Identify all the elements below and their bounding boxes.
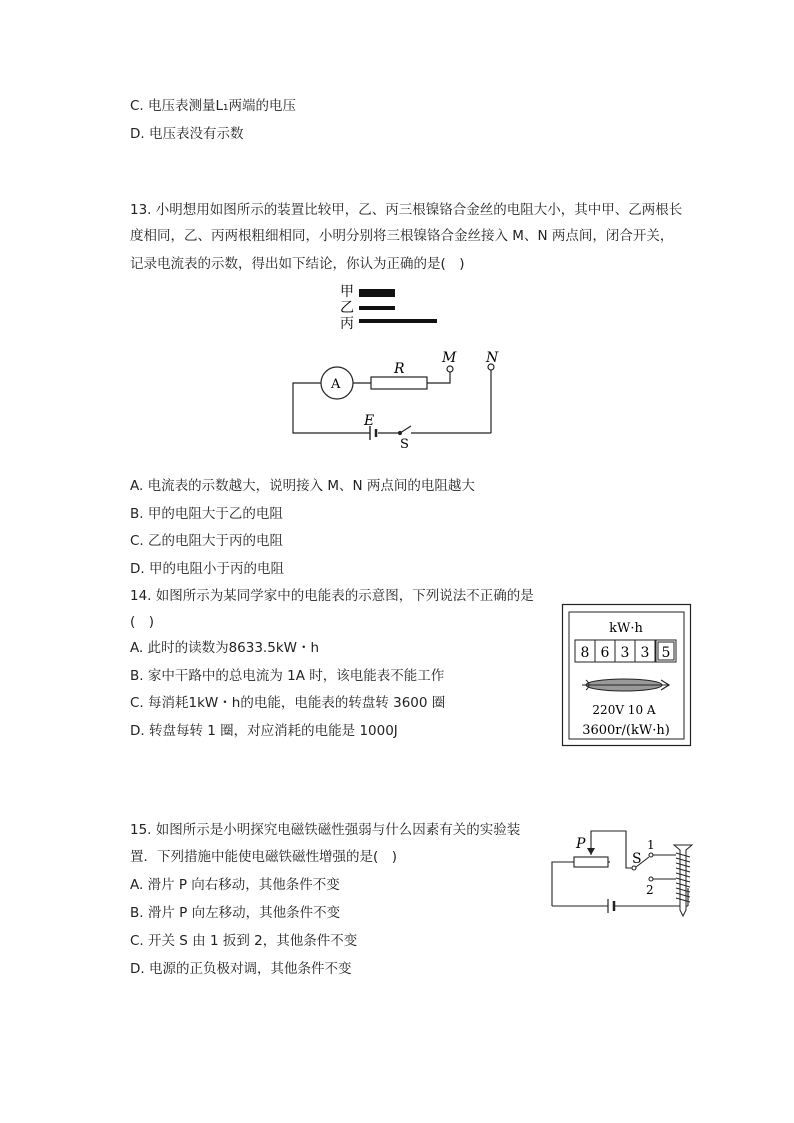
q14-stem-line1: 14. 如图所示为某同学家中的电能表的示意图，下列说法不正确的是 [130,588,534,604]
wire-bing-bar [359,319,437,323]
switch-s-label: S [632,851,642,867]
q13-stem-line2: 度相同，乙、丙两根粗细相同，小明分别将三根镍铬合金丝接入 M、N 两点间，闭合开关， [130,228,674,244]
meter-digit-2: 6 [600,645,610,661]
electromagnet-nail-icon [674,845,692,916]
q13-option-b: B. 甲的电阻大于乙的电阻 [130,506,283,522]
meter-rating: 220V 10 A [592,703,656,717]
q14-option-c: C. 每消耗1kW・h的电能，电能表的转盘转 3600 圈 [130,695,446,711]
slider-p-label: P [576,836,586,852]
terminal-n-label: N [486,350,499,366]
q13-circuit-diagram [290,345,510,452]
q15-option-c: C. 开关 S 由 1 扳到 2，其他条件不变 [130,933,358,949]
switch-position-1-label: 1 [647,838,655,852]
wire-yi-bar [359,306,395,310]
q13-option-d: D. 甲的电阻小于丙的电阻 [130,561,284,577]
switch-position-2-label: 2 [646,883,654,897]
q13-option-c: C. 乙的电阻大于丙的电阻 [130,533,284,549]
battery-label: E [364,413,375,429]
q12-option-d: D. 电压表没有示数 [130,126,244,142]
wire-jia-bar [359,289,395,297]
q13-stem-line1: 13. 小明想用如图所示的装置比较甲，乙、丙三根镍铬合金丝的电阻大小，其中甲、乙两根长 [130,202,683,218]
q12-option-c: C. 电压表测量L₁两端的电压 [130,98,296,114]
q14-stem-line2: ( ) [130,614,155,630]
q14-option-a: A. 此时的读数为8633.5kW・h [130,640,320,656]
meter-unit: kW·h [609,621,643,636]
meter-digit-4: 3 [640,645,650,661]
q15-option-a: A. 滑片 P 向右移动，其他条件不变 [130,877,340,893]
switch-label: S [400,437,409,452]
meter-digit-1: 8 [580,645,590,661]
meter-digit-5: 5 [661,645,671,661]
q13-wire-samples-figure [336,280,456,335]
wire-label-jia: 甲 [340,284,354,300]
q15-option-b: B. 滑片 P 向左移动，其他条件不变 [130,905,341,921]
terminal-m-label: M [442,350,457,366]
wire-label-yi: 乙 [340,300,354,316]
q15-stem-line2: 置．下列措施中能使电磁铁磁性增强的是( ) [130,849,398,865]
resistor-label: R [394,361,405,377]
q13-stem-line3: 记录电流表的示数，得出如下结论，你认为正确的是( ) [130,256,465,272]
q15-electromagnet-circuit-diagram [548,828,698,923]
wire-label-bing: 丙 [340,316,354,332]
meter-constant: 3600r/(kW·h) [582,723,670,738]
ammeter-label: A [331,377,341,392]
meter-digit-3: 3 [620,645,630,661]
q13-option-a: A. 电流表的示数越大，说明接入 M、N 两点间的电阻越大 [130,478,475,494]
q15-stem-line1: 15. 如图所示是小明探究电磁铁磁性强弱与什么因素有关的实验装 [130,822,521,838]
q14-energy-meter-figure [562,604,692,746]
q15-option-d: D. 电源的正负极对调，其他条件不变 [130,961,352,977]
q14-option-b: B. 家中干路中的总电流为 1A 时，该电能表不能工作 [130,668,445,684]
q14-option-d: D. 转盘每转 1 圈，对应消耗的电能是 1000J [130,723,398,739]
